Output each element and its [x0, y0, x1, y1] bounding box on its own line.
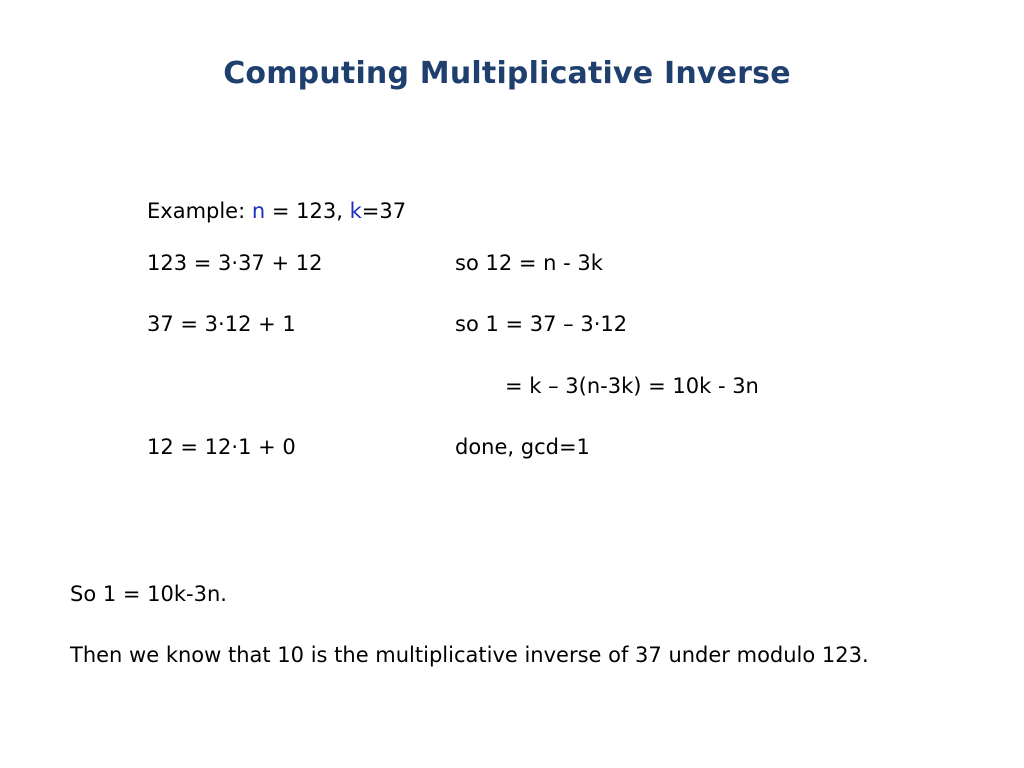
step-3-note: = k – 3(n-3k) = 10k - 3n — [505, 374, 759, 398]
variable-k: k — [349, 199, 362, 223]
k-value: =37 — [361, 199, 407, 223]
example-line — [147, 197, 406, 225]
conclusion-line-2: Then we know that 10 is the multiplicative inverse of 37 under modulo 123. — [70, 643, 869, 667]
step-2-equation: 37 = 3·12 + 1 — [147, 312, 296, 336]
slide-title: Computing Multiplicative Inverse — [223, 56, 791, 91]
step-2-note: so 1 = 37 – 3·12 — [455, 312, 628, 336]
step-4-equation: 12 = 12·1 + 0 — [147, 435, 296, 459]
step-1-equation: 123 = 3·37 + 12 — [147, 251, 323, 275]
example-prefix: Example: — [147, 199, 252, 223]
step-4-note: done, gcd=1 — [455, 435, 590, 459]
n-value: = 123, — [265, 199, 350, 223]
conclusion-line-1: So 1 = 10k-3n. — [70, 582, 227, 606]
variable-n: n — [251, 199, 266, 223]
step-1-note: so 12 = n - 3k — [455, 251, 603, 275]
